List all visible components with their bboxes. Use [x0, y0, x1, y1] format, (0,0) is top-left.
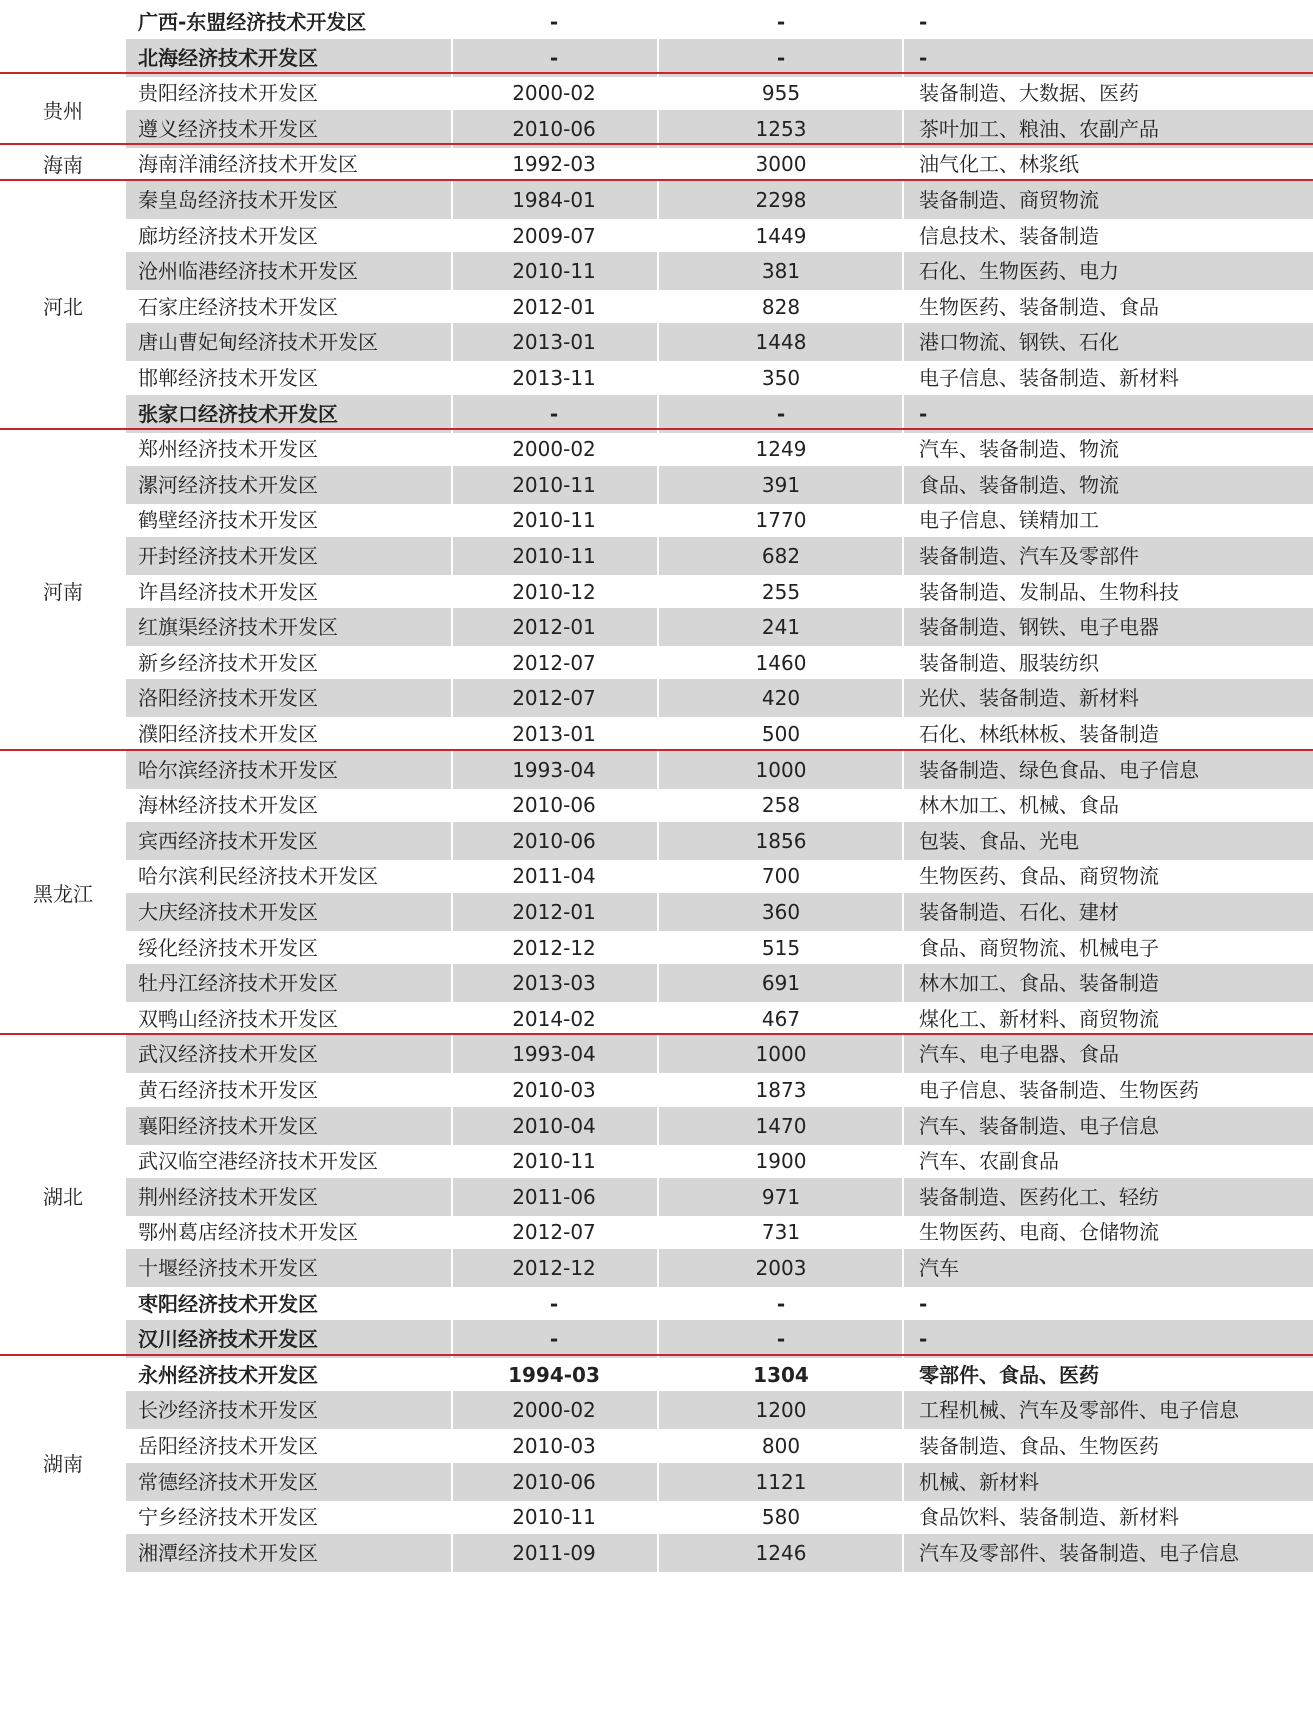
approval-date-cell: 1993-04 [512, 757, 596, 782]
industry-cell: 装备制造、发制品、生物科技 [919, 579, 1179, 604]
approval-date-cell: 2014-02 [512, 1006, 596, 1031]
table-row [0, 501, 1313, 540]
industry-cell: 装备制造、服装纺织 [919, 650, 1099, 675]
industry-cell: 汽车、装备制造、物流 [919, 437, 1119, 462]
approval-date-cell: 2000-02 [512, 81, 596, 106]
table-row [0, 1035, 1313, 1074]
table-row [0, 181, 1313, 220]
table-row [0, 430, 1313, 469]
zone-name-cell: 唐山曹妃甸经济技术开发区 [138, 330, 378, 355]
approval-date-cell: 2000-02 [512, 437, 596, 462]
zone-name-cell: 邯郸经济技术开发区 [138, 366, 318, 390]
zone-name-cell: 长沙经济技术开发区 [138, 1398, 318, 1423]
zone-name-cell: 牡丹江经济技术开发区 [138, 971, 338, 996]
approval-date-cell: 2012-12 [512, 935, 596, 960]
table-row [0, 857, 1313, 896]
industry-cell: 电子信息、镁精加工 [919, 508, 1099, 533]
zone-name-cell: 海林经济技术开发区 [138, 793, 318, 818]
area-cell: 1000 [755, 1042, 807, 1067]
table-row [0, 1427, 1313, 1466]
table-row [0, 1178, 1313, 1217]
column-separator [902, 110, 904, 148]
approval-date-cell: 2010-06 [512, 116, 596, 141]
industry-cell: - [919, 1291, 928, 1316]
table-row [0, 1356, 1313, 1395]
approval-date-cell: - [549, 1327, 559, 1352]
zone-name-cell: 石家庄经济技术开发区 [138, 294, 338, 319]
column-separator [902, 395, 904, 433]
approval-date-cell: 2011-04 [512, 864, 596, 889]
column-separator [657, 751, 659, 789]
zone-name-cell: 开封经济技术开发区 [138, 544, 318, 568]
industry-cell: 信息技术、装备制造 [919, 223, 1099, 248]
approval-date-cell: 2010-11 [512, 544, 596, 568]
approval-date-cell: 2000-02 [512, 1398, 596, 1423]
approval-date-cell: 2010-11 [512, 1149, 596, 1174]
zone-name-cell: 贵阳经济技术开发区 [138, 81, 318, 106]
table-row [0, 466, 1313, 505]
area-cell: 2298 [755, 188, 807, 212]
approval-date-cell: 2013-01 [512, 330, 596, 355]
table-row [0, 573, 1313, 612]
zone-name-cell: 枣阳经济技术开发区 [138, 1291, 318, 1316]
column-separator [902, 964, 904, 1002]
approval-date-cell: 2011-09 [512, 1540, 596, 1565]
area-cell: 1448 [755, 330, 807, 355]
table-row [0, 1142, 1313, 1181]
zone-name-cell: 岳阳经济技术开发区 [138, 1434, 318, 1458]
industry-cell: 汽车、电子电器、食品 [919, 1042, 1119, 1067]
zone-name-cell: 鹤壁经济技术开发区 [138, 508, 318, 533]
approval-date-cell: 2010-06 [512, 1469, 596, 1494]
approval-date-cell: 1993-04 [512, 1042, 596, 1067]
table-row [0, 1463, 1313, 1502]
province-label: 河北 [43, 295, 83, 320]
zone-name-cell: 大庆经济技术开发区 [138, 900, 318, 924]
industry-cell: 装备制造、钢铁、电子电器 [919, 615, 1159, 640]
zone-name-cell: 红旗渠经济技术开发区 [138, 615, 338, 640]
column-separator [657, 1178, 659, 1216]
industry-cell: 石化、林纸林板、装备制造 [919, 722, 1159, 746]
zone-name-cell: 濮阳经济技术开发区 [138, 722, 318, 746]
industry-cell: 港口物流、钢铁、石化 [919, 330, 1119, 355]
column-separator [902, 537, 904, 575]
zone-name-cell: 沧州临港经济技术开发区 [138, 259, 358, 284]
zone-name-cell: 宁乡经济技术开发区 [138, 1505, 318, 1530]
column-separator [657, 466, 659, 504]
area-cell: 258 [761, 793, 801, 818]
area-cell: 955 [761, 81, 801, 106]
table-row [0, 359, 1313, 398]
zone-name-cell: 十堰经济技术开发区 [138, 1256, 318, 1280]
area-cell: 467 [761, 1006, 801, 1031]
column-separator [902, 679, 904, 717]
industry-cell: 电子信息、装备制造、新材料 [919, 366, 1179, 390]
column-separator [657, 110, 659, 148]
industry-cell: 石化、生物医药、电力 [919, 259, 1119, 284]
area-cell: 1253 [755, 116, 807, 141]
table-row [0, 964, 1313, 1003]
industry-cell: 林木加工、食品、装备制造 [919, 971, 1159, 996]
column-separator [657, 1320, 659, 1358]
area-cell: 1470 [755, 1113, 807, 1138]
zone-name-cell: 张家口经济技术开发区 [138, 401, 338, 426]
zone-name-cell: 新乡经济技术开发区 [138, 650, 318, 675]
area-cell: 420 [761, 686, 801, 711]
area-cell: 731 [761, 1220, 801, 1245]
province-label: 湖南 [43, 1452, 83, 1477]
column-separator [902, 466, 904, 504]
zone-name-cell: 广西-东盟经济技术开发区 [138, 10, 367, 34]
industry-cell: - [919, 1327, 928, 1352]
zone-name-cell: 常德经济技术开发区 [138, 1469, 318, 1494]
approval-date-cell: 2011-06 [512, 1184, 596, 1209]
approval-date-cell: 1984-01 [512, 188, 596, 212]
industry-cell: 食品、装备制造、物流 [919, 472, 1119, 497]
industry-cell: 煤化工、新材料、商贸物流 [919, 1006, 1159, 1031]
column-separator [902, 181, 904, 219]
industry-cell: 装备制造、医药化工、轻纺 [919, 1184, 1159, 1209]
area-cell: 350 [761, 366, 801, 390]
industry-cell: 汽车、装备制造、电子信息 [919, 1113, 1159, 1138]
industry-cell: 装备制造、商贸物流 [919, 188, 1099, 212]
industry-cell: 工程机械、汽车及零部件、电子信息 [919, 1398, 1239, 1423]
industry-cell: - [919, 10, 928, 34]
industry-cell: 装备制造、食品、生物医药 [919, 1434, 1159, 1458]
zone-name-cell: 汉川经济技术开发区 [138, 1327, 318, 1352]
approval-date-cell: 2012-01 [512, 615, 596, 640]
area-cell: - [776, 45, 786, 70]
approval-date-cell: 2010-04 [512, 1113, 596, 1138]
industry-cell: 林木加工、机械、食品 [919, 793, 1119, 818]
column-separator [902, 1035, 904, 1073]
approval-date-cell: - [549, 401, 559, 426]
column-separator [657, 1249, 659, 1287]
table-row [0, 679, 1313, 718]
zone-name-cell: 遵义经济技术开发区 [138, 116, 318, 141]
area-cell: 1200 [755, 1398, 807, 1423]
industry-cell: - [919, 45, 928, 70]
area-cell: 500 [761, 722, 801, 746]
approval-date-cell: - [549, 45, 559, 70]
province-label: 海南 [43, 152, 83, 177]
area-cell: 515 [761, 935, 801, 960]
column-separator [657, 1107, 659, 1145]
table-row [0, 74, 1313, 113]
table-row [0, 323, 1313, 362]
zone-name-cell: 黄石经济技术开发区 [138, 1078, 318, 1102]
approval-date-cell: 2010-11 [512, 259, 596, 284]
column-separator [657, 893, 659, 931]
table-row [0, 751, 1313, 790]
industry-cell: 茶叶加工、粮油、农副产品 [919, 116, 1159, 141]
area-cell: 360 [761, 900, 801, 924]
column-separator [902, 1107, 904, 1145]
column-separator [657, 252, 659, 290]
approval-date-cell: 2013-03 [512, 971, 596, 996]
industry-cell: 食品、商贸物流、机械电子 [919, 935, 1159, 960]
industry-cell: 装备制造、大数据、医药 [919, 81, 1139, 106]
column-separator [902, 608, 904, 646]
area-cell: - [776, 1327, 786, 1352]
zone-name-cell: 鄂州葛店经济技术开发区 [138, 1220, 358, 1245]
table-row [0, 644, 1313, 683]
industry-cell: 装备制造、石化、建材 [919, 900, 1119, 924]
industry-cell: 食品饮料、装备制造、新材料 [919, 1505, 1179, 1530]
area-cell: 1770 [755, 508, 807, 533]
area-cell: - [776, 401, 786, 426]
column-separator [657, 608, 659, 646]
industry-cell: 汽车 [919, 1256, 959, 1280]
area-cell: 1460 [755, 650, 807, 675]
industry-cell: 机械、新材料 [919, 1469, 1039, 1494]
approval-date-cell: 2010-11 [512, 508, 596, 533]
table-row [0, 252, 1313, 291]
industry-cell: 包装、食品、光电 [919, 828, 1079, 853]
column-separator [657, 323, 659, 361]
column-separator [902, 252, 904, 290]
area-cell: 971 [761, 1184, 801, 1209]
column-separator [657, 39, 659, 77]
column-separator [902, 1534, 904, 1572]
approval-date-cell: 2013-11 [512, 366, 596, 390]
column-separator [657, 1463, 659, 1501]
area-cell: 1873 [755, 1078, 807, 1102]
province-label: 湖北 [43, 1185, 83, 1210]
approval-date-cell: 2010-06 [512, 828, 596, 853]
zone-name-cell: 郑州经济技术开发区 [138, 437, 318, 462]
zone-name-cell: 湘潭经济技术开发区 [138, 1540, 318, 1565]
province-label: 黑龙江 [33, 882, 93, 907]
column-separator [657, 964, 659, 1002]
table-row [0, 893, 1313, 932]
column-separator [902, 822, 904, 860]
zone-name-cell: 双鸭山经济技术开发区 [138, 1006, 338, 1031]
zone-name-cell: 北海经济技术开发区 [138, 45, 318, 70]
approval-date-cell: 2012-01 [512, 294, 596, 319]
area-cell: 1856 [755, 828, 807, 853]
column-separator [657, 1534, 659, 1572]
area-cell: 1449 [755, 223, 807, 248]
approval-date-cell: - [549, 10, 559, 34]
table-row [0, 1391, 1313, 1430]
industry-cell: 生物医药、装备制造、食品 [919, 294, 1159, 319]
province-label: 河南 [43, 579, 83, 604]
industry-cell: 装备制造、汽车及零部件 [919, 544, 1139, 568]
approval-date-cell: - [549, 1291, 559, 1316]
zone-name-cell: 永州经济技术开发区 [138, 1362, 318, 1387]
approval-date-cell: 2010-03 [512, 1434, 596, 1458]
industry-cell: 油气化工、林浆纸 [919, 152, 1079, 177]
column-separator [902, 323, 904, 361]
zone-name-cell: 海南洋浦经济技术开发区 [138, 152, 358, 177]
zone-name-cell: 洛阳经济技术开发区 [138, 686, 318, 711]
zone-name-cell: 武汉经济技术开发区 [138, 1042, 318, 1067]
area-cell: 800 [761, 1434, 801, 1458]
area-cell: 1121 [755, 1469, 807, 1494]
approval-date-cell: 2010-11 [512, 1505, 596, 1530]
zone-name-cell: 襄阳经济技术开发区 [138, 1113, 318, 1138]
area-cell: 255 [761, 579, 801, 604]
area-cell: 1304 [753, 1362, 809, 1387]
approval-date-cell: 2013-01 [512, 722, 596, 746]
table-row [0, 537, 1313, 576]
industry-cell: 汽车及零部件、装备制造、电子信息 [919, 1540, 1239, 1565]
area-cell: - [776, 10, 786, 34]
industry-cell: 汽车、农副食品 [919, 1149, 1059, 1174]
approval-date-cell: 1994-03 [508, 1362, 600, 1387]
area-cell: 682 [761, 544, 801, 568]
table-row [0, 1534, 1313, 1573]
table-row [0, 1213, 1313, 1252]
industry-cell: - [919, 401, 928, 426]
zone-name-cell: 漯河经济技术开发区 [138, 472, 318, 497]
table-row [0, 1498, 1313, 1537]
column-separator [657, 395, 659, 433]
area-cell: 391 [761, 472, 801, 497]
industry-cell: 生物医药、电商、仓储物流 [919, 1220, 1159, 1245]
area-cell: 3000 [755, 152, 807, 177]
approval-date-cell: 2012-07 [512, 650, 596, 675]
table-row [0, 608, 1313, 647]
province-label: 贵州 [43, 99, 83, 124]
approval-date-cell: 1992-03 [512, 152, 596, 177]
area-cell: 241 [761, 615, 801, 640]
column-separator [902, 39, 904, 77]
area-cell: 828 [761, 294, 801, 319]
column-separator [902, 893, 904, 931]
area-cell: 1000 [755, 757, 807, 782]
area-cell: 691 [761, 971, 801, 996]
table-row [0, 1071, 1313, 1110]
column-separator [657, 822, 659, 860]
approval-date-cell: 2010-03 [512, 1078, 596, 1102]
area-cell: 381 [761, 259, 801, 284]
approval-date-cell: 2010-11 [512, 472, 596, 497]
industry-cell: 零部件、食品、医药 [919, 1362, 1099, 1387]
zone-name-cell: 秦皇岛经济技术开发区 [138, 188, 338, 212]
industry-cell: 电子信息、装备制造、生物医药 [919, 1078, 1199, 1102]
column-separator [902, 1178, 904, 1216]
column-separator [902, 751, 904, 789]
approval-date-cell: 2009-07 [512, 223, 596, 248]
zone-name-cell: 许昌经济技术开发区 [138, 579, 318, 604]
table-row [0, 217, 1313, 256]
table-row [0, 1107, 1313, 1146]
zone-name-cell: 绥化经济技术开发区 [138, 935, 318, 960]
table-row [0, 3, 1313, 42]
industry-cell: 生物医药、食品、商贸物流 [919, 864, 1159, 889]
approval-date-cell: 2012-12 [512, 1256, 596, 1280]
column-separator [657, 679, 659, 717]
approval-date-cell: 2012-07 [512, 1220, 596, 1245]
area-cell: 1249 [755, 437, 807, 462]
column-separator [902, 1249, 904, 1287]
table-row [0, 822, 1313, 861]
zone-name-cell: 哈尔滨利民经济技术开发区 [138, 864, 378, 889]
area-cell: - [776, 1291, 786, 1316]
table-row [0, 929, 1313, 968]
approval-date-cell: 2010-06 [512, 793, 596, 818]
column-separator [657, 1391, 659, 1429]
table-row [0, 1249, 1313, 1288]
zone-name-cell: 廊坊经济技术开发区 [138, 223, 318, 248]
table-row [0, 786, 1313, 825]
column-separator [657, 1035, 659, 1073]
area-cell: 1246 [755, 1540, 807, 1565]
zone-name-cell: 荆州经济技术开发区 [138, 1184, 318, 1209]
industry-cell: 光伏、装备制造、新材料 [919, 686, 1139, 711]
table-row [0, 288, 1313, 327]
zone-name-cell: 武汉临空港经济技术开发区 [138, 1149, 378, 1174]
approval-date-cell: 2012-01 [512, 900, 596, 924]
approval-date-cell: 2012-07 [512, 686, 596, 711]
column-separator [902, 1391, 904, 1429]
column-separator [902, 1463, 904, 1501]
industry-cell: 装备制造、绿色食品、电子信息 [919, 757, 1199, 782]
column-separator [902, 1320, 904, 1358]
zone-name-cell: 宾西经济技术开发区 [138, 828, 318, 853]
zone-name-cell: 哈尔滨经济技术开发区 [138, 757, 338, 782]
table-row [0, 1285, 1313, 1324]
column-separator [657, 181, 659, 219]
area-cell: 1900 [755, 1149, 807, 1174]
area-cell: 700 [761, 864, 801, 889]
area-cell: 580 [761, 1505, 801, 1530]
column-separator [657, 537, 659, 575]
area-cell: 2003 [755, 1256, 807, 1280]
approval-date-cell: 2010-12 [512, 579, 596, 604]
